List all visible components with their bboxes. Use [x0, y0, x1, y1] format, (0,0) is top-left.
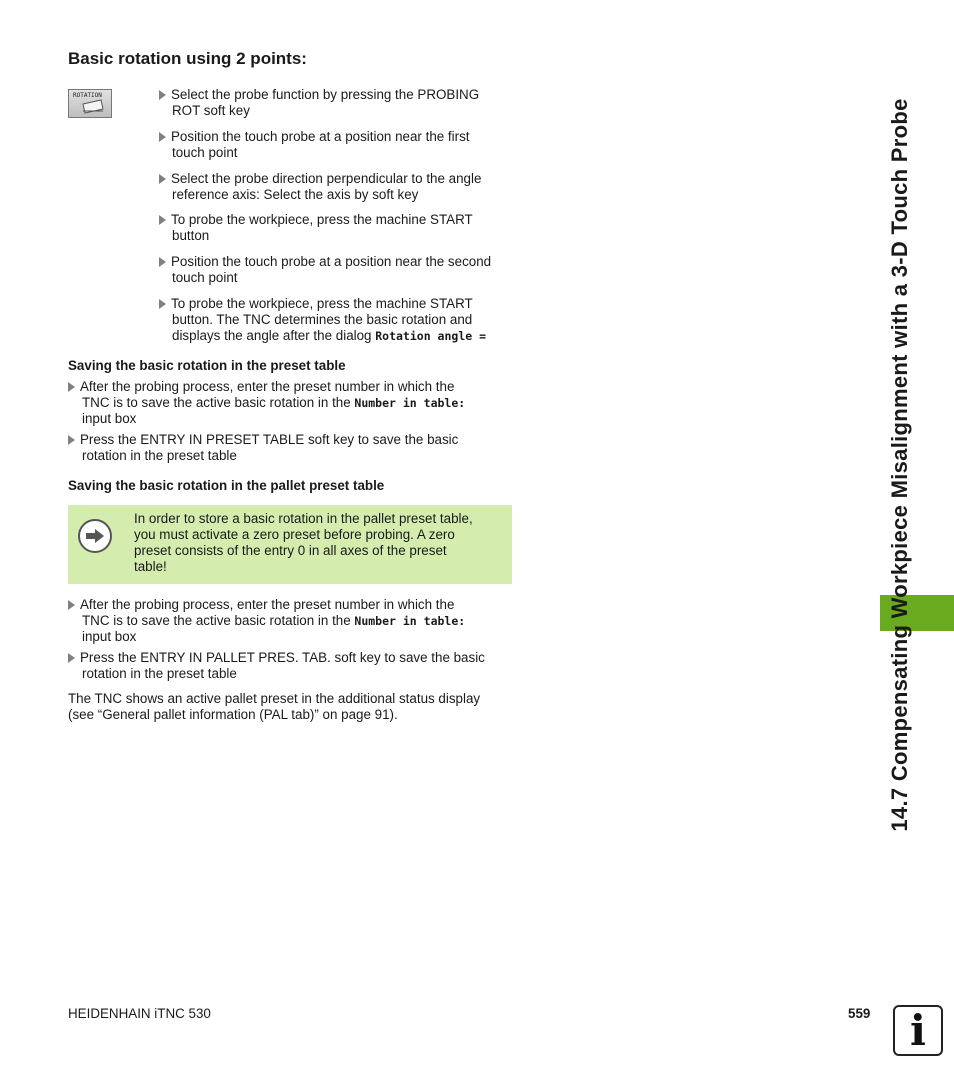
bullet-item: After the probing process, enter the preset number in which the TNC is to save the active basic rotation in the Number in table: input box — [68, 597, 518, 645]
closing-paragraph: The TNC shows an active pallet preset in the additional status display (see “General pallet information (PAL tab)” on page 91). — [68, 691, 481, 722]
subheading-pallet-preset-table: Saving the basic rotation in the pallet preset table — [68, 478, 385, 493]
section-heading: Basic rotation using 2 points: — [68, 49, 307, 68]
step-6: To probe the workpiece, press the machine START button. The TNC determines the basic rotation and displays the angle after the dialog Rotation angle = — [159, 296, 519, 344]
step-5: Position the touch probe at a position near the second touch point — [159, 254, 519, 286]
subheading-preset-table: Saving the basic rotation in the preset table — [68, 358, 346, 373]
bullet-item: After the probing process, enter the preset number in which the TNC is to save the active basic rotation in the Number in table: input box — [68, 379, 518, 427]
rotated-rectangle-icon — [81, 98, 105, 114]
note-text: In order to store a basic rotation in the pallet preset table, you must activate a zero preset before probing. A zero preset consists of the entry 0 in all axes of the preset table! — [134, 511, 473, 574]
dialog-code: Rotation angle = — [375, 329, 487, 343]
dialog-code: Number in table: — [354, 614, 466, 628]
triangle-bullet-icon — [68, 600, 75, 610]
info-icon: i — [893, 1005, 943, 1056]
step-2: Position the touch probe at a position near the first touch point — [159, 129, 519, 161]
note-box — [68, 505, 512, 584]
triangle-bullet-icon — [159, 257, 166, 267]
triangle-bullet-icon — [68, 653, 75, 663]
triangle-bullet-icon — [159, 299, 166, 309]
arrow-right-icon — [78, 519, 112, 553]
triangle-bullet-icon — [159, 215, 166, 225]
page-number: 559 — [848, 1006, 871, 1021]
rotation-softkey-icon — [68, 89, 112, 118]
step-4: To probe the workpiece, press the machine START button — [159, 212, 519, 244]
triangle-bullet-icon — [159, 132, 166, 142]
dialog-code: Number in table: — [354, 396, 466, 410]
bullet-item: Press the ENTRY IN PRESET TABLE soft key to save the basic rotation in the preset table — [68, 432, 518, 464]
triangle-bullet-icon — [68, 435, 75, 445]
side-chapter-title: 14.7 Compensating Workpiece Misalignment with a 3-D Touch Probe — [887, 98, 912, 832]
step-1: Select the probe function by pressing the PROBING ROT soft key — [159, 87, 519, 119]
footer-product: HEIDENHAIN iTNC 530 — [68, 1006, 211, 1021]
softkey-label: ROTATION — [73, 92, 102, 99]
triangle-bullet-icon — [159, 174, 166, 184]
triangle-bullet-icon — [159, 90, 166, 100]
step-3: Select the probe direction perpendicular to the angle reference axis: Select the axis by soft key — [159, 171, 519, 203]
bullet-item: Press the ENTRY IN PALLET PRES. TAB. soft key to save the basic rotation in the preset table — [68, 650, 518, 682]
triangle-bullet-icon — [68, 382, 75, 392]
